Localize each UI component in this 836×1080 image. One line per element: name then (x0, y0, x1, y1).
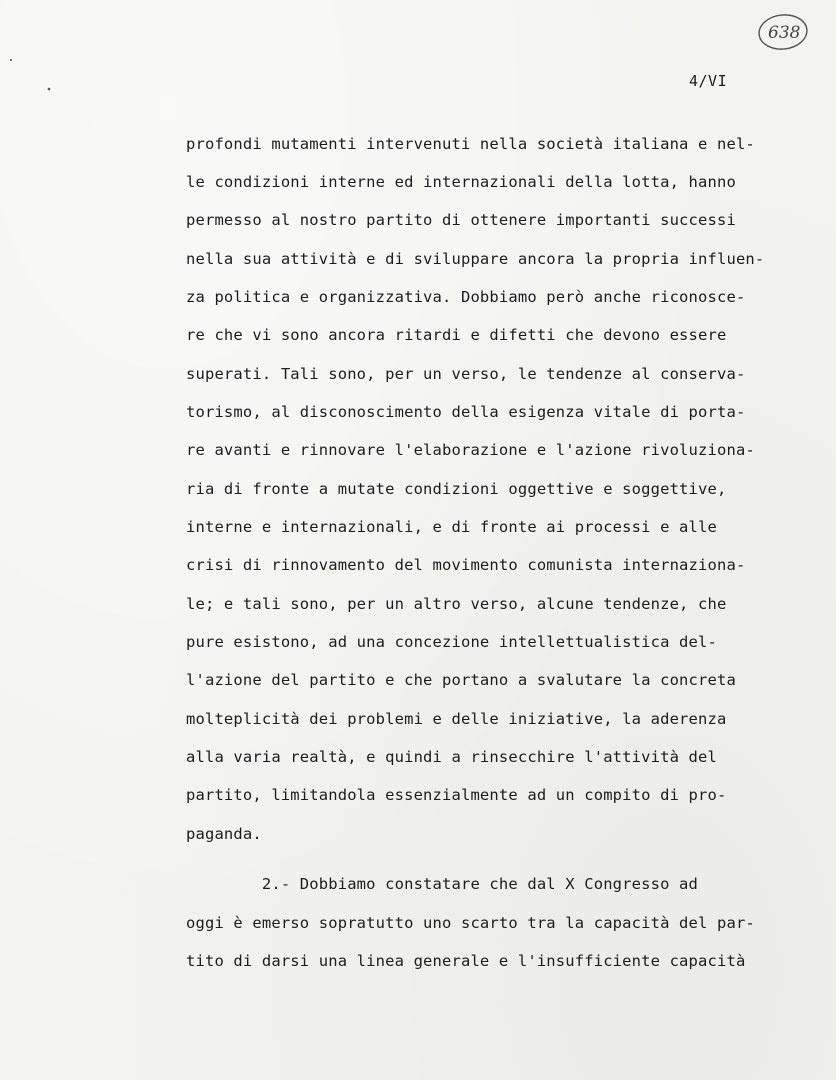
text-line: za politica e organizzativa. Dobbiamo però anche riconosce- (186, 288, 746, 306)
text-line: crisi di rinnovamento del movimento comunista internaziona- (186, 556, 746, 574)
text-line: molteplicità dei problemi e delle iniziative, la aderenza (186, 710, 727, 728)
text-line: tito di darsi una linea generale e l'insufficiente capacità (186, 952, 746, 970)
text-line: le; e tali sono, per un altro verso, alcune tendenze, che (186, 595, 727, 613)
text-line: re avanti e rinnovare l'elaborazione e l'azione rivoluziona- (186, 441, 755, 459)
text-line: le condizioni interne ed internazionali della lotta, hanno (186, 173, 736, 191)
text-line: 2.- Dobbiamo constatare che dal X Congresso ad (186, 875, 699, 893)
text-line: pure esistono, ad una concezione intellettualistica del- (186, 633, 717, 651)
page-number: 4/VI (689, 72, 728, 90)
text-line: interne e internazionali, e di fronte ai processi e alle (186, 518, 717, 536)
text-line: permesso al nostro partito di ottenere importanti successi (186, 211, 736, 229)
text-line: ria di fronte a mutate condizioni oggettive e soggettive, (186, 480, 727, 498)
text-line: superati. Tali sono, per un verso, le tendenze al conserva- (186, 365, 746, 383)
archive-stamp (757, 12, 809, 52)
text-line: paganda. (186, 825, 262, 843)
text-line: torismo, al disconoscimento della esigenza vitale di porta- (186, 403, 746, 421)
text-line: alla varia realtà, e quindi a rinsecchire l'attività del (186, 748, 717, 766)
text-line: re che vi sono ancora ritardi e difetti che devono essere (186, 326, 727, 344)
archive-stamp-number: 638 (768, 23, 801, 43)
text-line: nella sua attività e di sviluppare ancora la propria influen- (186, 250, 765, 268)
text-line: profondi mutamenti intervenuti nella società italiana e nel- (186, 135, 755, 153)
text-line: l'azione del partito e che portano a svalutare la concreta (186, 671, 736, 689)
text-line: oggi è emerso sopratutto uno scarto tra la capacità del par- (186, 914, 755, 932)
paper-specks (0, 0, 60, 100)
text-line: partito, limitandola essenzialmente ad un compito di pro- (186, 786, 727, 804)
